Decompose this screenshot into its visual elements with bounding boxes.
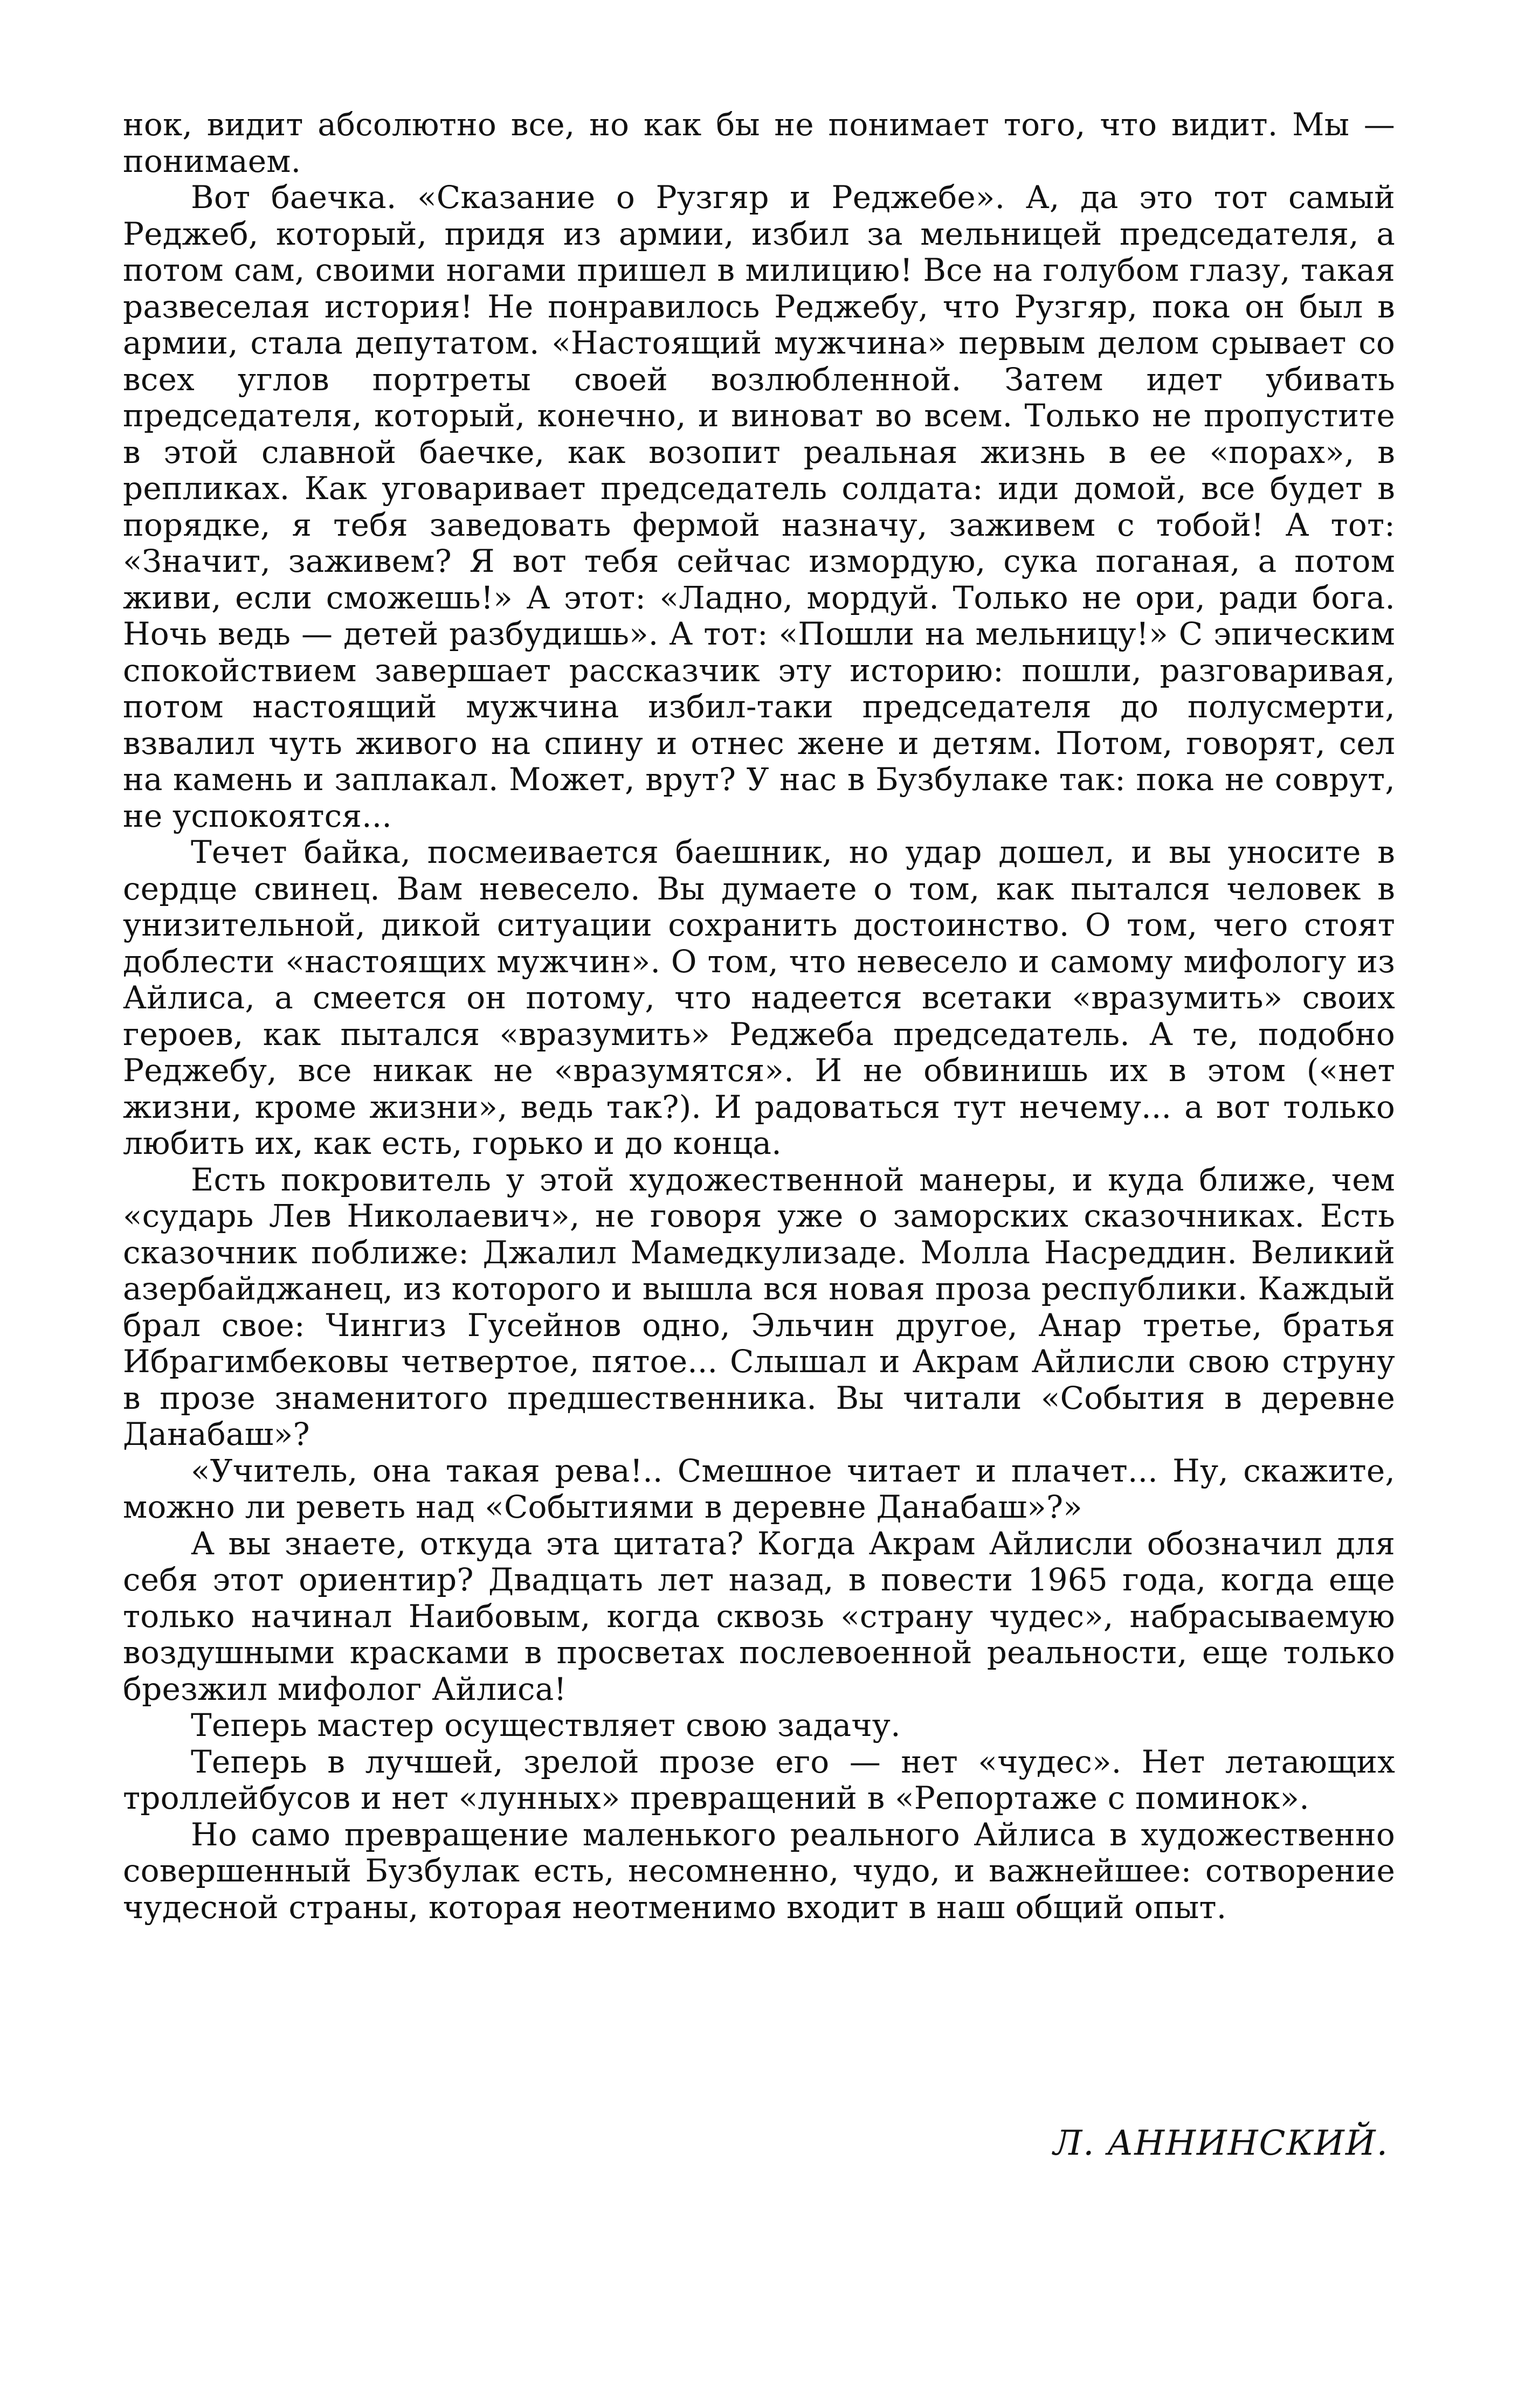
author-signature: Л. АННИНСКИЙ. — [1053, 2123, 1389, 2163]
paragraph-1: нок, видит абсолютно все, но как бы не понимает того, что видит. Мы — понимаем. — [123, 106, 1395, 179]
paragraph-6: А вы знаете, откуда эта цитата? Когда Акрам Айлисли обозначил для себя этот ориентир? Двадцать лет назад, в повести 1965 года, когда еще только начинал Наибовым, когда сквозь «страну чудес», набрасываемую воздушными красками в просветах послевоенной реальности, еще только брезжил мифолог Айлиса! — [123, 1525, 1395, 1707]
paragraph-7: Теперь мастер осуществляет свою задачу. — [191, 1707, 901, 1743]
article-body — [123, 107, 1395, 1926]
paragraph-8: Теперь в лучшей, зрелой прозе его — нет «чудес». Нет летающих троллейбусов и нет «лунных» превращений в «Репортаже с поминок». — [123, 1743, 1395, 1816]
paragraph-2: Вот баечка. «Сказание о Рузгяр и Реджебе». А, да это тот самый Реджеб, который, придя из армии, избил за мельницей председателя, а потом сам, своими ногами пришел в милицию! Все на голубом глазу, такая развеселая история! Не понравилось Реджебу, что Рузгяр, пока он был в армии, стала депутатом. «Настоящий мужчина» первым делом срывает со всех углов портреты своей возлюбленной. Затем идет убивать председателя, который, конечно, и виноват во всем. Только не пропустите в этой славной баечке, как возопит реальная жизнь в ее «порах», в репликах. Как уговаривает председатель солдата: иди домой, все будет в порядке, я тебя заведовать фермой назначу, заживем с тобой! А тот: «Значит, заживем? Я вот тебя сейчас измордую, сука поганая, а потом живи, если сможешь!» А этот: «Ладно, мордуй. Только не ори, ради бога. Ночь ведь — детей разбудишь». А тот: «Пошли на мельницу!» С эпическим спокойствием завершает рассказчик эту историю: пошли, разговаривая, потом настоящий мужчина избил-таки председателя до полусмерти, взвалил чуть живого на спину и отнес жене и детям. Потом, говорят, сел на камень и заплакал. Может, врут? У нас в Бузбулаке так: пока не соврут, не успокоятся... — [123, 179, 1395, 834]
paragraph-5: «Учитель, она такая рева!.. Смешное читает и плачет... Ну, скажите, можно ли реветь над «Событиями в деревне Данабаш»?» — [123, 1452, 1395, 1525]
paragraph-3: Течет байка, посмеивается баешник, но удар дошел, и вы уносите в сердце свинец. Вам невесело. Вы думаете о том, как пытался человек в унизительной, дикой ситуации сохранить достоинство. О том, чего стоят доблести «настоящих мужчин». О том, что невесело и самому мифологу из Айлиса, а смеется он потому, что надеется всетаки «вразумить» своих героев, как пытался «вразумить» Реджеба председатель. А те, подобно Реджебу, все никак не «вразумятся». И не обвинишь их в этом («нет жизни, кроме жизни», ведь так?). И радоваться тут нечему... а вот только любить их, как есть, горько и до конца. — [123, 834, 1395, 1161]
paragraph-4: Есть покровитель у этой художественной манеры, и куда ближе, чем «сударь Лев Николаевич», не говоря уже о заморских сказочниках. Есть сказочник поближе: Джалил Мамедкулизаде. Молла Насреддин. Великий азербайджанец, из которого и вышла вся новая проза республики. Каждый брал свое: Чингиз Гусейнов одно, Эльчин другое, Анар третье, братья Ибрагимбековы четвертое, пятое... Слышал и Акрам Айлисли свою струну в прозе знаменитого предшественника. Вы читали «События в деревне Данабаш»? — [123, 1161, 1395, 1452]
paragraph-9: Но само превращение маленького реального Айлиса в художественно совершенный Бузбулак есть, несомненно, чудо, и важнейшее: сотворение чудесной страны, которая неотменимо входит в наш общий опыт. — [123, 1816, 1395, 1926]
